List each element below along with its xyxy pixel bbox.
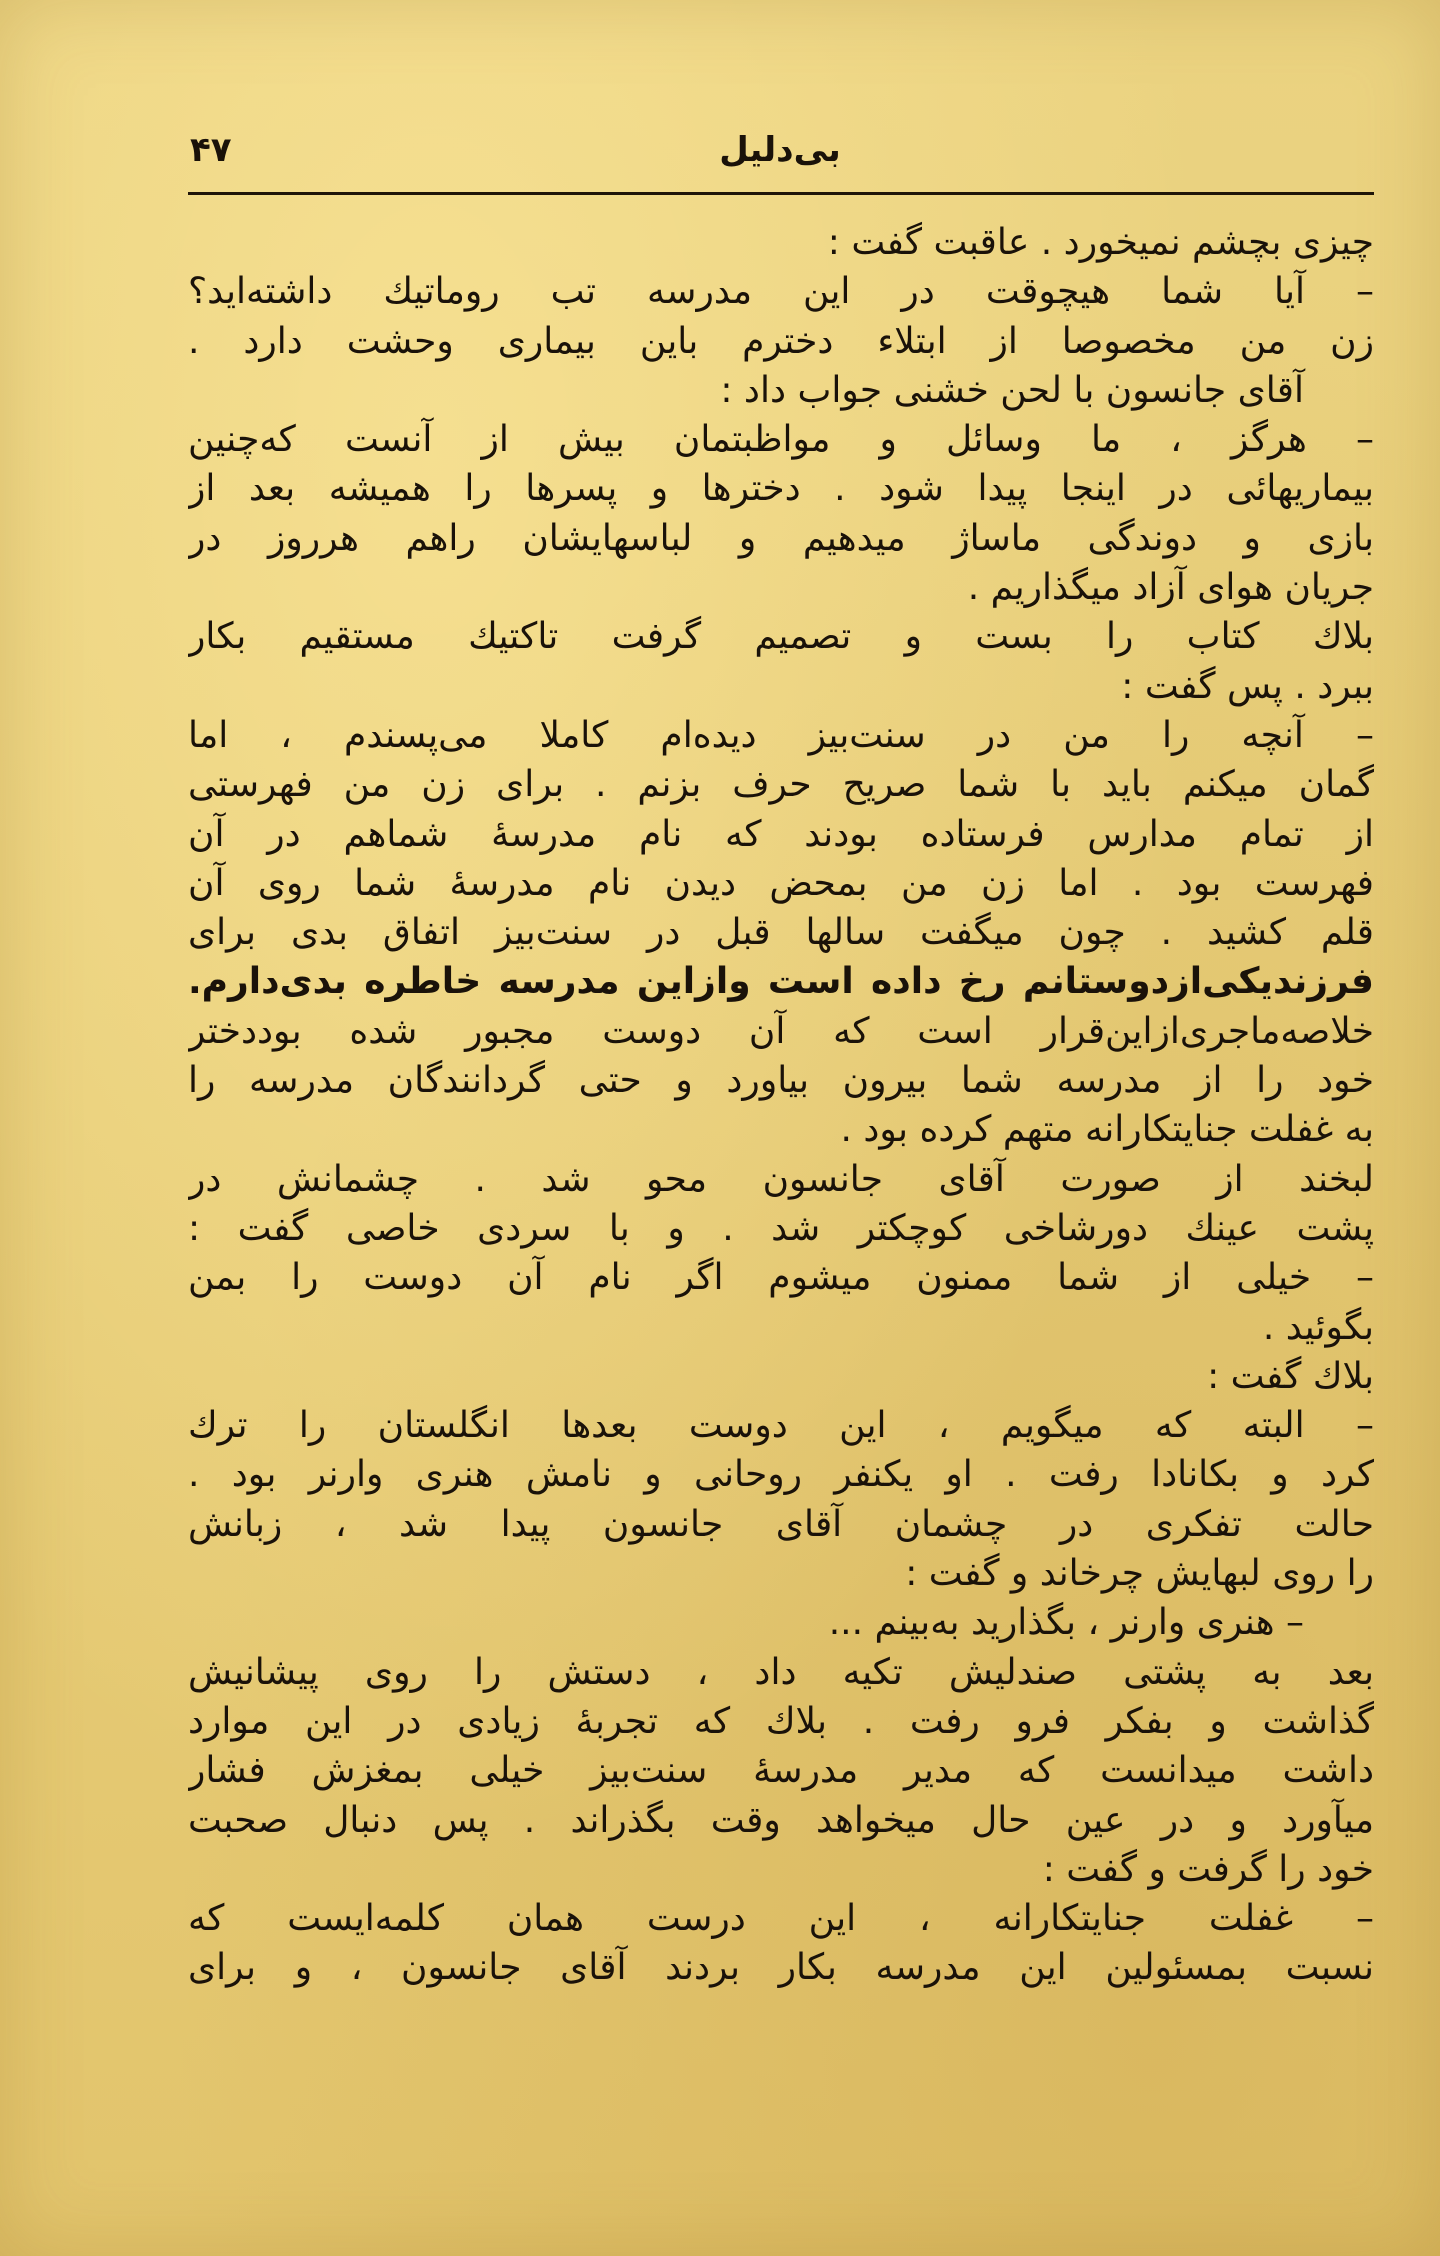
text-line: – آنچه را من در سنت‌بیز دیده‌ام کاملا می‌پسندم ، اما — [188, 714, 1374, 756]
text-line: خلاصه‌ماجری‌ازاین‌قرار است که آن دوست مجبور شده بوددختر — [188, 1010, 1374, 1052]
text-line: به غفلت جنایتکارانه متهم کرده بود . — [840, 1109, 1374, 1151]
text-line: کرد و بکانادا رفت . او یکنفر روحانی و نامش هنری وارنر بود . — [188, 1454, 1374, 1496]
running-title: بی‌دلیل — [719, 130, 841, 170]
text-line: را روی لبهایش چرخاند و گفت : — [905, 1553, 1374, 1595]
text-line: – غفلت جنایتکارانه ، این درست همان کلمه‌ایست که — [188, 1898, 1374, 1940]
text-line: گمان میکنم باید با شما صریح حرف بزنم . برای زن من فهرستی — [188, 764, 1374, 806]
text-line: نسبت بمسئولین این مدرسه بکار بردند آقای جانسون ، و برای — [188, 1947, 1374, 1989]
text-line: بیماریهائی در اینجا پیدا شود . دخترها و پسرها را همیشه بعد از — [188, 468, 1374, 510]
text-line: گذاشت و بفکر فرو رفت . بلاك که تجربهٔ زیادی در این موارد — [188, 1700, 1374, 1742]
text-line: – خیلی از شما ممنون میشوم اگر نام آن دوست را بمن — [188, 1257, 1374, 1299]
text-line: بلاك گفت : — [1207, 1355, 1374, 1397]
text-line: داشت میدانست که مدیر مدرسهٔ سنت‌بیز خیلی بمغزش فشار — [188, 1750, 1374, 1792]
text-line: آقای جانسون با لحن خشنی جواب داد : — [720, 369, 1304, 411]
text-line: بلاك کتاب را بست و تصمیم گرفت تاکتیك مستقیم بکار — [188, 616, 1374, 658]
text-line: – آیا شما هیچوقت در این مدرسه تب روماتیك داشته‌اید؟ — [188, 271, 1374, 313]
running-header — [190, 128, 1370, 188]
page-number: ۴۷ — [190, 130, 232, 170]
text-line: بعد به پشتی صندلیش تکیه داد ، دستش را روی پیشانیش — [188, 1651, 1374, 1693]
text-line: فهرست بود . اما زن من بمحض دیدن نام مدرسهٔ شما روی آن — [188, 862, 1374, 904]
body-text — [188, 218, 1374, 1993]
text-line: لبخند از صورت آقای جانسون محو شد . چشمانش در — [188, 1158, 1374, 1200]
text-line: بگوئید . — [1262, 1306, 1374, 1348]
text-line: – هنری وارنر ، بگذارید به‌بینم ... — [828, 1602, 1304, 1644]
text-line: بازی و دوندگی ماساژ میدهیم و لباسهایشان راهم هرروز در — [188, 517, 1374, 559]
text-line: جریان هوای آزاد میگذاریم . — [967, 567, 1374, 609]
text-line: خود را از مدرسه شما بیرون بیاورد و حتی گردانندگان مدرسه را — [188, 1060, 1374, 1102]
text-line: – البته که میگویم ، این دوست بعدها انگلستان را ترك — [188, 1405, 1374, 1447]
text-line: حالت تفکری در چشمان آقای جانسون پیدا شد ، زبانش — [188, 1503, 1374, 1545]
text-line: میآورد و در عین حال میخواهد وقت بگذراند . پس دنبال صحبت — [188, 1799, 1374, 1841]
header-rule — [188, 192, 1374, 195]
text-line: خود را گرفت و گفت : — [1042, 1848, 1374, 1890]
text-line: ببرد . پس گفت : — [1121, 665, 1374, 707]
text-line: چیزی بچشم نمیخورد . عاقبت گفت : — [827, 222, 1374, 263]
text-line: – هرگز ، ما وسائل و مواظبتمان بیش از آنست که‌چنین — [188, 419, 1374, 461]
text-line: فرزندیکی‌ازدوستانم رخ داده است وازاین مدرسه خاطره بدی‌دارم. — [188, 961, 1374, 1003]
text-line: زن من مخصوصا از ابتلاء دخترم باین بیماری وحشت دارد . — [188, 320, 1374, 362]
text-line: از تمام مدارس فرستاده بودند که نام مدرسهٔ شماهم در آن — [188, 813, 1374, 855]
text-line: پشت عینك دورشاخی کوچکتر شد . و با سردی خاصی گفت : — [188, 1207, 1374, 1249]
text-line: قلم کشید . چون میگفت سالها قبل در سنت‌بیز اتفاق بدی برای — [188, 912, 1374, 954]
